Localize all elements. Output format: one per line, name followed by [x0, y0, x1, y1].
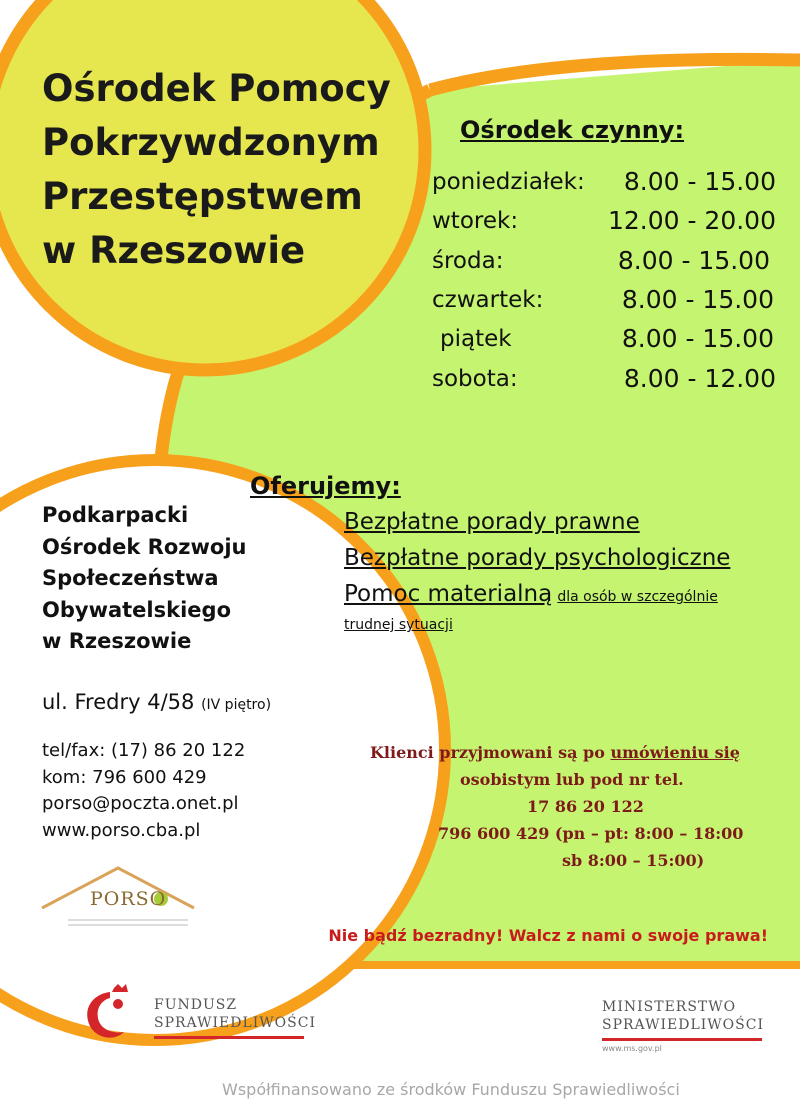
- offer-note-line2: trudnej sytuacji: [344, 617, 453, 633]
- eagle-emblem-icon: [78, 984, 142, 1044]
- fund-logo-line2: SPRAWIEDLIWOŚCI: [154, 1015, 316, 1031]
- ministry-website: www.ms.gov.pl: [602, 1044, 662, 1053]
- organization-line: Społeczeństwa: [42, 566, 219, 590]
- appointment-line: osobistym lub pod nr tel.: [460, 770, 684, 789]
- fund-logo-rule: [154, 1036, 304, 1039]
- day-hours: 8.00 - 15.00: [621, 285, 774, 314]
- fund-logo-line1: FUNDUSZ: [154, 997, 238, 1013]
- ministry-logo-line2: SPRAWIEDLIWOŚCI: [602, 1017, 764, 1033]
- ministry-logo-rule: [602, 1038, 762, 1041]
- day-label: wtorek:: [432, 208, 519, 234]
- title-block: [42, 62, 391, 278]
- address: [42, 690, 271, 714]
- day-label: sobota:: [432, 366, 518, 392]
- ministry-logo: [600, 998, 770, 1058]
- title-line: w Rzeszowie: [42, 229, 306, 272]
- website-link[interactable]: www.porso.cba.pl: [42, 819, 201, 841]
- appointment-line: [370, 743, 740, 762]
- organization-line: Podkarpacki: [42, 503, 189, 527]
- day-label: piątek: [440, 326, 512, 352]
- day-hours: 8.00 - 15.00: [617, 246, 770, 275]
- appointment-saturday: sb 8:00 – 15:00): [562, 851, 705, 870]
- day-hours: 8.00 - 15.00: [621, 324, 774, 353]
- offer-item: Pomoc materialną: [344, 581, 553, 607]
- slogan: Nie bądź bezradny! Walcz z nami o swoje prawa!: [328, 926, 768, 945]
- offer-item: Bezpłatne porady psychologiczne: [344, 545, 731, 571]
- email-link[interactable]: porso@poczta.onet.pl: [42, 793, 239, 814]
- day-hours: 12.00 - 20.00: [607, 206, 776, 235]
- fund-logo: [78, 984, 318, 1044]
- phone-fax: tel/fax: (17) 86 20 122: [42, 740, 246, 761]
- appointment-prefix: Klienci przyjmowani są po: [370, 743, 611, 762]
- organization-line: w Rzeszowie: [42, 629, 192, 653]
- organization-name: [42, 500, 246, 658]
- title-line: Ośrodek Pomocy: [42, 67, 391, 110]
- porso-logo-text: PORSO: [90, 888, 167, 910]
- day-hours: 8.00 - 15.00: [623, 167, 776, 196]
- appointment-phone: 17 86 20 122: [527, 797, 644, 816]
- offer-item: Bezpłatne porady prawne: [344, 509, 640, 535]
- street-address: ul. Fredry 4/58: [42, 690, 195, 714]
- appointment-mobile: 796 600 429 (pn – pt: 8:00 – 18:00: [438, 824, 744, 843]
- floor-info: (IV piętro): [201, 697, 272, 713]
- hours-heading: Ośrodek czynny:: [460, 116, 685, 144]
- day-label: środa:: [432, 248, 504, 274]
- day-hours: 8.00 - 12.00: [623, 364, 776, 393]
- mobile-phone: kom: 796 600 429: [42, 766, 207, 788]
- appointment-underlined: umówieniu się: [610, 743, 740, 762]
- title-line: Pokrzywdzonym: [42, 121, 380, 164]
- footer-cofinancing: Współfinansowano ze środków Funduszu Sprawiedliwości: [222, 1080, 680, 1099]
- offer-item-row: [344, 581, 718, 607]
- offer-heading: Oferujemy:: [250, 472, 401, 500]
- organization-line: Ośrodek Rozwoju: [42, 534, 247, 559]
- day-label: czwartek:: [432, 287, 544, 313]
- day-label: poniedziałek:: [432, 169, 585, 195]
- ministry-logo-line1: MINISTERSTWO: [602, 999, 737, 1015]
- contact-block: [42, 738, 245, 844]
- offer-note: dla osób w szczególnie: [557, 589, 718, 605]
- porso-logo: [38, 862, 198, 932]
- organization-line: Obywatelskiego: [42, 597, 231, 622]
- title-line: Przestępstwem: [42, 175, 363, 218]
